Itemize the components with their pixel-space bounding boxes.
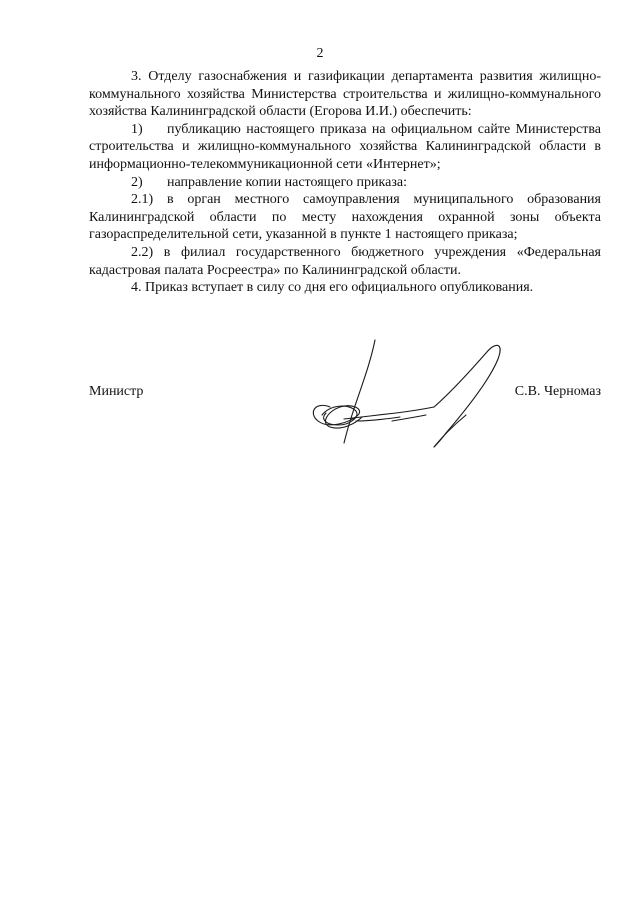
signer-name: С.В. Черномаз <box>514 384 601 399</box>
paragraph-item-2 <box>89 174 601 192</box>
paragraph-item-2-2: 2.2) в филиал государственного бюджетного учреждения «Федеральная кадастровая палата Росреестра» по Калининградской области. <box>89 244 601 278</box>
handwritten-signature <box>300 335 510 455</box>
signer-position: Министр <box>89 384 144 399</box>
paragraph-item-2-1: 2.1) в орган местного самоуправления муниципального образования Калининградской области по месту нахождения охранной зоны объекта газораспределительной сети, указанной в пункте 1 настоящего приказа; <box>89 192 601 243</box>
document-body <box>89 68 601 297</box>
paragraph-item-1 <box>89 121 601 174</box>
paragraph-4: 4. Приказ вступает в силу со дня его официального опубликования. <box>131 280 534 296</box>
list-marker-2: 2) <box>131 174 143 190</box>
paragraph-item-1-text: публикацию настоящего приказа на официальном сайте Министерства строительства и жилищно-коммунального хозяйства Калининградской области в информационно-телекоммуникационной сети «Интернет»; <box>89 121 601 172</box>
list-marker-1: 1) <box>131 121 143 137</box>
page-number: 2 <box>316 46 324 61</box>
paragraph-item-2-text: направление копии настоящего приказа: <box>167 174 407 190</box>
paragraph-3: 3. Отделу газоснабжения и газификации департамента развития жилищно-коммунального хозяйства Министерства строительства и жилищно-коммунального хозяйства Калининградской области (Егорова И.И.) обеспечить: <box>89 69 601 120</box>
